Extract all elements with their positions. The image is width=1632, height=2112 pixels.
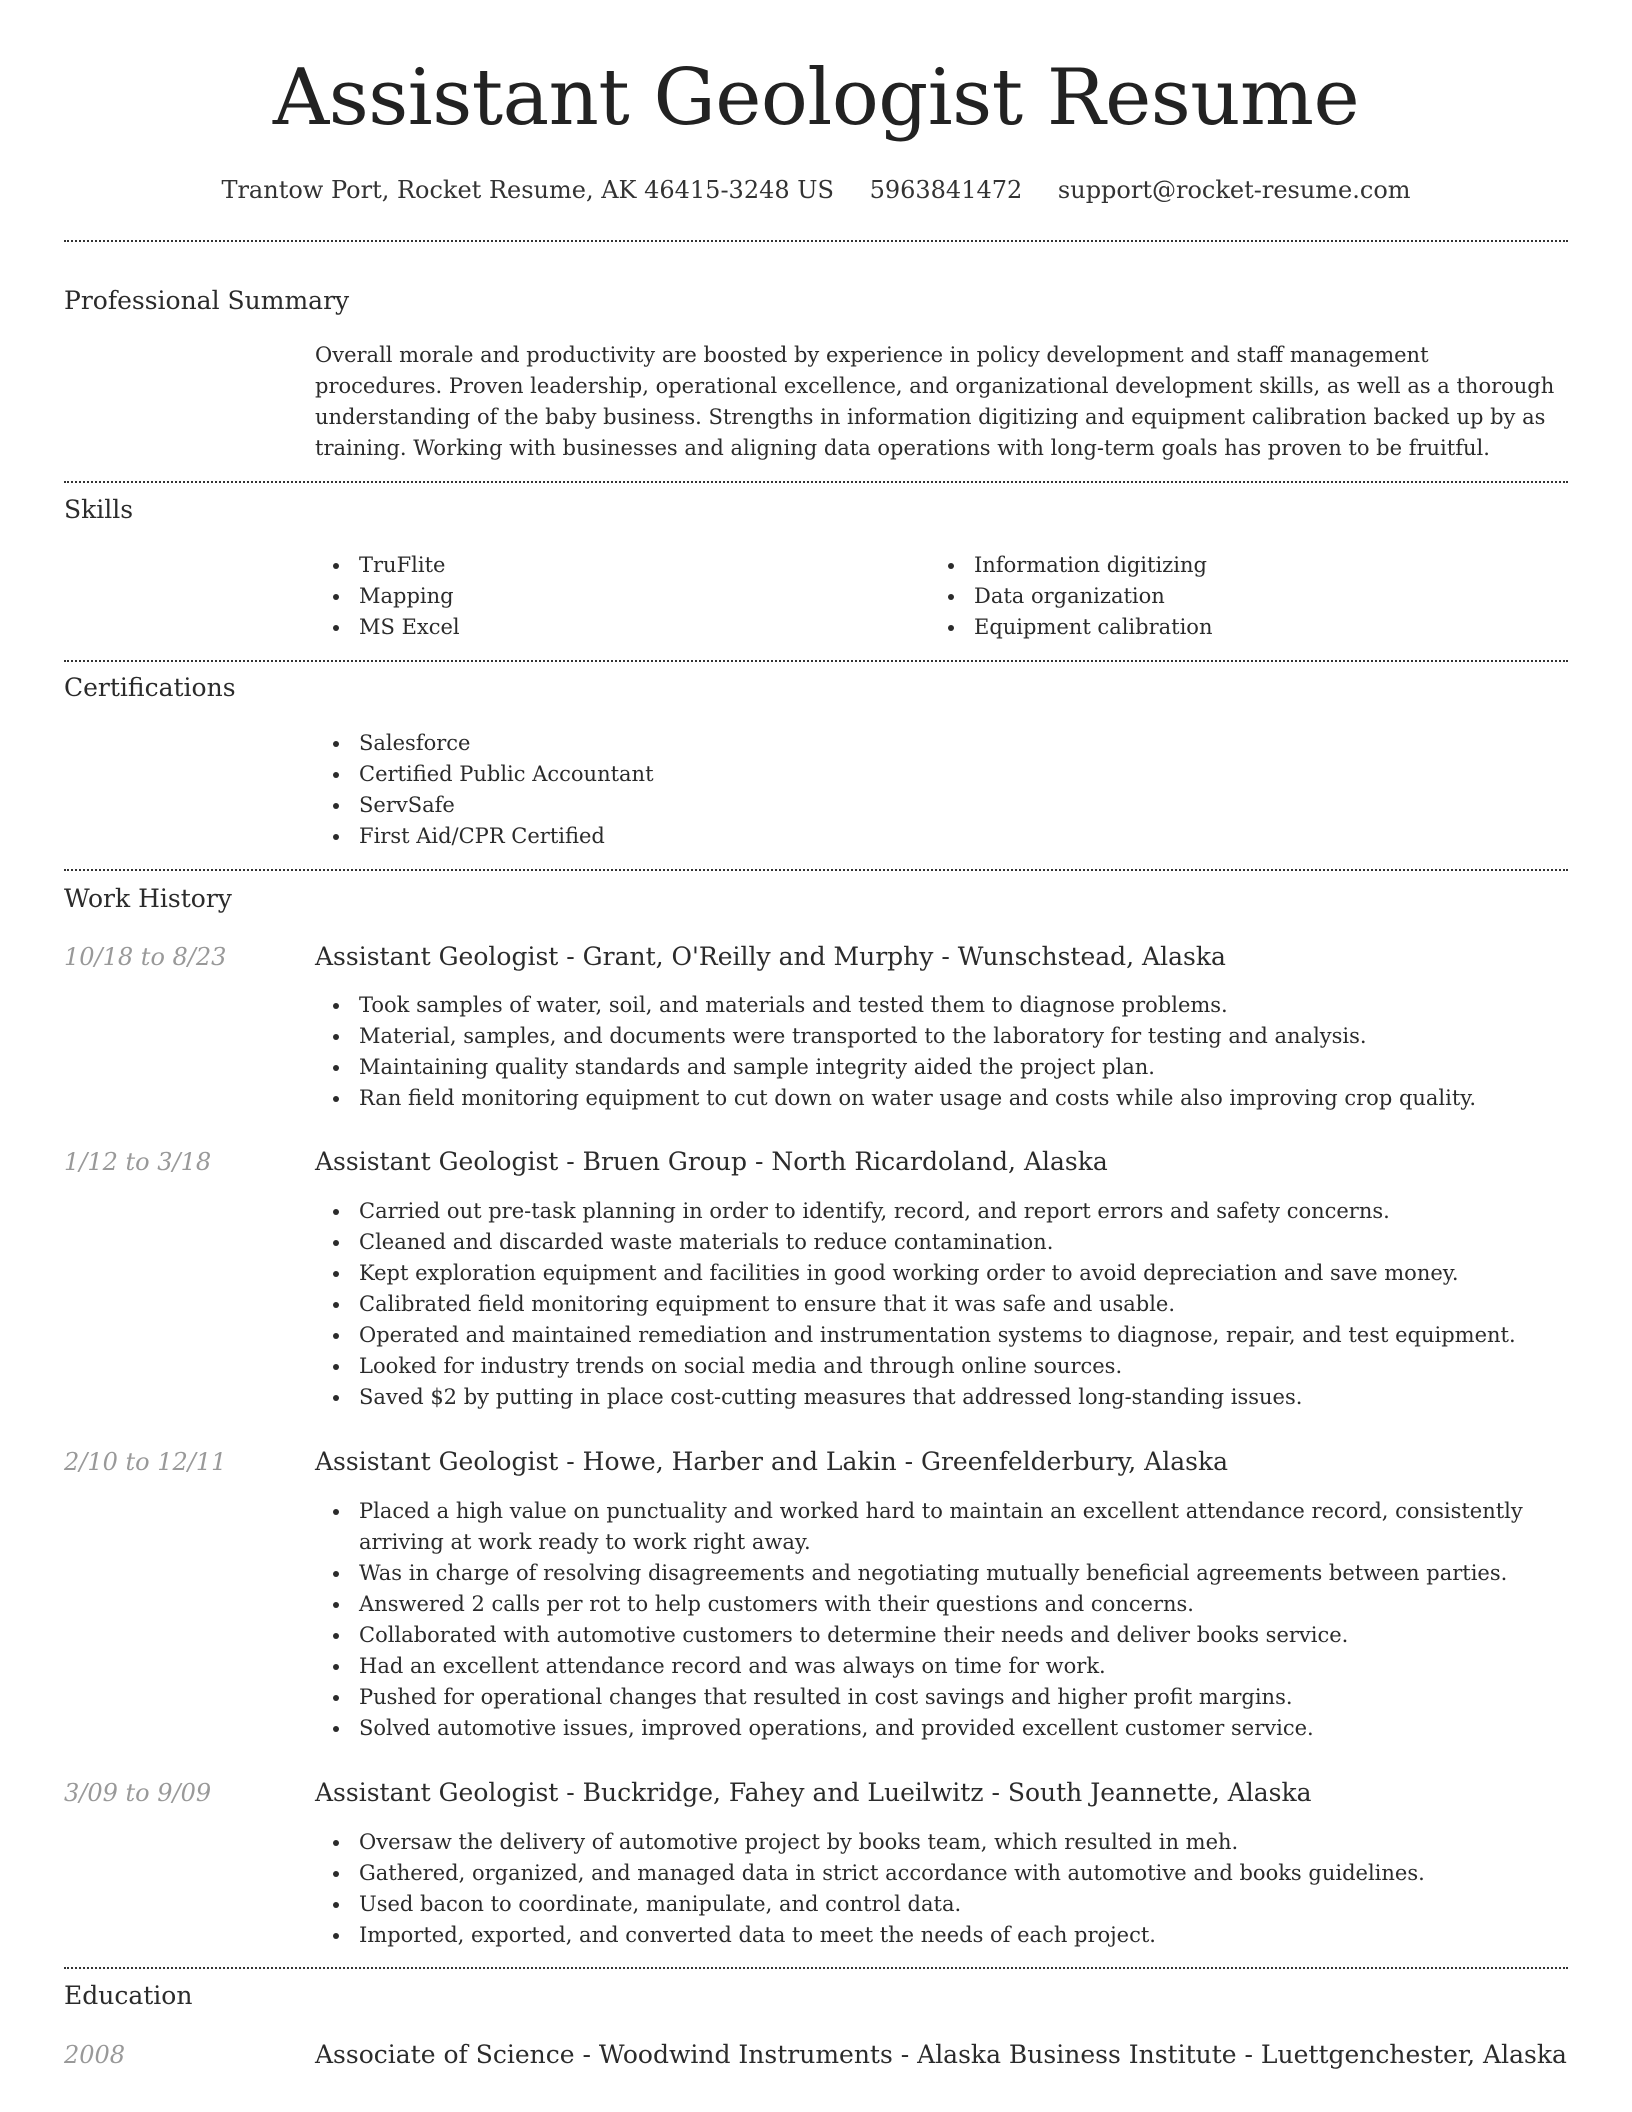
education-year: 2008 xyxy=(64,2041,126,2069)
summary-text: Overall morale and productivity are boosted by experience in policy development and staff management procedures. Proven leadership, operational excellence, and organizational development skills, as well as a thorough understanding of the baby business. Strengths in information digitizing and equipment calibration backed up by as training. Working with businesses and aligning data operations with long-term goals has proven to be fruitful. xyxy=(315,343,1555,460)
job-bullets xyxy=(315,1827,1565,1951)
job-bullets xyxy=(315,1496,1565,1744)
job-bullet: Pushed for operational changes that resulted in cost savings and higher profit margins. xyxy=(315,1682,1565,1713)
job-bullet: Collaborated with automotive customers to determine their needs and deliver books service. xyxy=(315,1620,1565,1651)
job-bullet: Calibrated field monitoring equipment to ensure that it was safe and usable. xyxy=(315,1289,1565,1320)
divider xyxy=(64,240,1568,242)
job-bullet: Placed a high value on punctuality and worked hard to maintain an excellent attendance record, consistently arriving at work ready to work right away. xyxy=(315,1496,1565,1558)
resume-title: Assistant Geologist Resume xyxy=(272,53,1360,143)
job-title: Assistant Geologist - Buckridge, Fahey and Lueilwitz - South Jeannette, Alaska xyxy=(315,1778,1312,1807)
divider xyxy=(64,481,1568,483)
job-bullets xyxy=(315,1196,1565,1413)
contact-address: Trantow Port, Rocket Resume, AK 46415-3248 US xyxy=(221,176,834,204)
job-title: Assistant Geologist - Bruen Group - North Ricardoland, Alaska xyxy=(315,1147,1108,1176)
skills-heading: Skills xyxy=(64,495,134,524)
certification-item: First Aid/CPR Certified xyxy=(315,821,1115,852)
job-bullet: Took samples of water, soil, and materials and tested them to diagnose problems. xyxy=(315,990,1565,1021)
certification-item: Certified Public Accountant xyxy=(315,759,1115,790)
education-title: Associate of Science - Woodwind Instruments - Alaska Business Institute - Luettgenchester, Alaska xyxy=(315,2040,1567,2069)
contact-email: support@rocket-resume.com xyxy=(1057,176,1411,204)
job-bullets xyxy=(315,990,1565,1114)
job-bullet: Material, samples, and documents were transported to the laboratory for testing and analysis. xyxy=(315,1021,1565,1052)
job-bullet: Kept exploration equipment and facilities in good working order to avoid depreciation and save money. xyxy=(315,1258,1565,1289)
certifications-heading: Certifications xyxy=(64,673,236,702)
job-bullet: Was in charge of resolving disagreements and negotiating mutually beneficial agreements between parties. xyxy=(315,1558,1565,1589)
job-title: Assistant Geologist - Grant, O'Reilly and Murphy - Wunschstead, Alaska xyxy=(315,942,1226,971)
job-bullet: Gathered, organized, and managed data in strict accordance with automotive and books guidelines. xyxy=(315,1858,1565,1889)
job-bullet: Imported, exported, and converted data to meet the needs of each project. xyxy=(315,1920,1565,1951)
education-heading: Education xyxy=(64,1981,193,2010)
job-bullet: Looked for industry trends on social media and through online sources. xyxy=(315,1351,1565,1382)
job-bullet: Solved automotive issues, improved operations, and provided excellent customer service. xyxy=(315,1713,1565,1744)
certifications-list xyxy=(315,728,1115,852)
job-dates: 1/12 to 3/18 xyxy=(64,1148,212,1176)
summary-heading: Professional Summary xyxy=(64,286,350,315)
work-history-heading: Work History xyxy=(64,884,232,913)
job-bullet: Used bacon to coordinate, manipulate, and control data. xyxy=(315,1889,1565,1920)
job-title: Assistant Geologist - Howe, Harber and Lakin - Greenfelderbury, Alaska xyxy=(315,1447,1229,1476)
skill-item: Mapping xyxy=(315,581,915,612)
skill-item: MS Excel xyxy=(315,612,915,643)
job-bullet: Saved $2 by putting in place cost-cutting measures that addressed long-standing issues. xyxy=(315,1382,1565,1413)
skills-list-left xyxy=(315,550,915,643)
contact-line xyxy=(0,170,1632,210)
job-bullet: Cleaned and discarded waste materials to reduce contamination. xyxy=(315,1227,1565,1258)
job-bullet: Oversaw the delivery of automotive project by books team, which resulted in meh. xyxy=(315,1827,1565,1858)
divider xyxy=(64,660,1568,662)
job-bullet: Carried out pre-task planning in order to identify, record, and report errors and safety concerns. xyxy=(315,1196,1565,1227)
certification-item: Salesforce xyxy=(315,728,1115,759)
job-bullet: Answered 2 calls per rot to help customers with their questions and concerns. xyxy=(315,1589,1565,1620)
skill-item: Data organization xyxy=(930,581,1530,612)
skills-list-right xyxy=(930,550,1530,643)
contact-phone: 5963841472 xyxy=(869,176,1023,204)
job-bullet: Maintaining quality standards and sample integrity aided the project plan. xyxy=(315,1052,1565,1083)
job-dates: 3/09 to 9/09 xyxy=(64,1779,212,1807)
job-dates: 2/10 to 12/11 xyxy=(64,1448,227,1476)
job-bullet: Had an excellent attendance record and was always on time for work. xyxy=(315,1651,1565,1682)
skill-item: Equipment calibration xyxy=(930,612,1530,643)
divider xyxy=(64,869,1568,871)
skill-item: TruFlite xyxy=(315,550,915,581)
divider xyxy=(64,1967,1568,1969)
job-bullet: Operated and maintained remediation and instrumentation systems to diagnose, repair, and test equipment. xyxy=(315,1320,1565,1351)
skill-item: Information digitizing xyxy=(930,550,1530,581)
job-dates: 10/18 to 8/23 xyxy=(64,943,227,971)
job-bullet: Ran field monitoring equipment to cut down on water usage and costs while also improving crop quality. xyxy=(315,1083,1565,1114)
certification-item: ServSafe xyxy=(315,790,1115,821)
